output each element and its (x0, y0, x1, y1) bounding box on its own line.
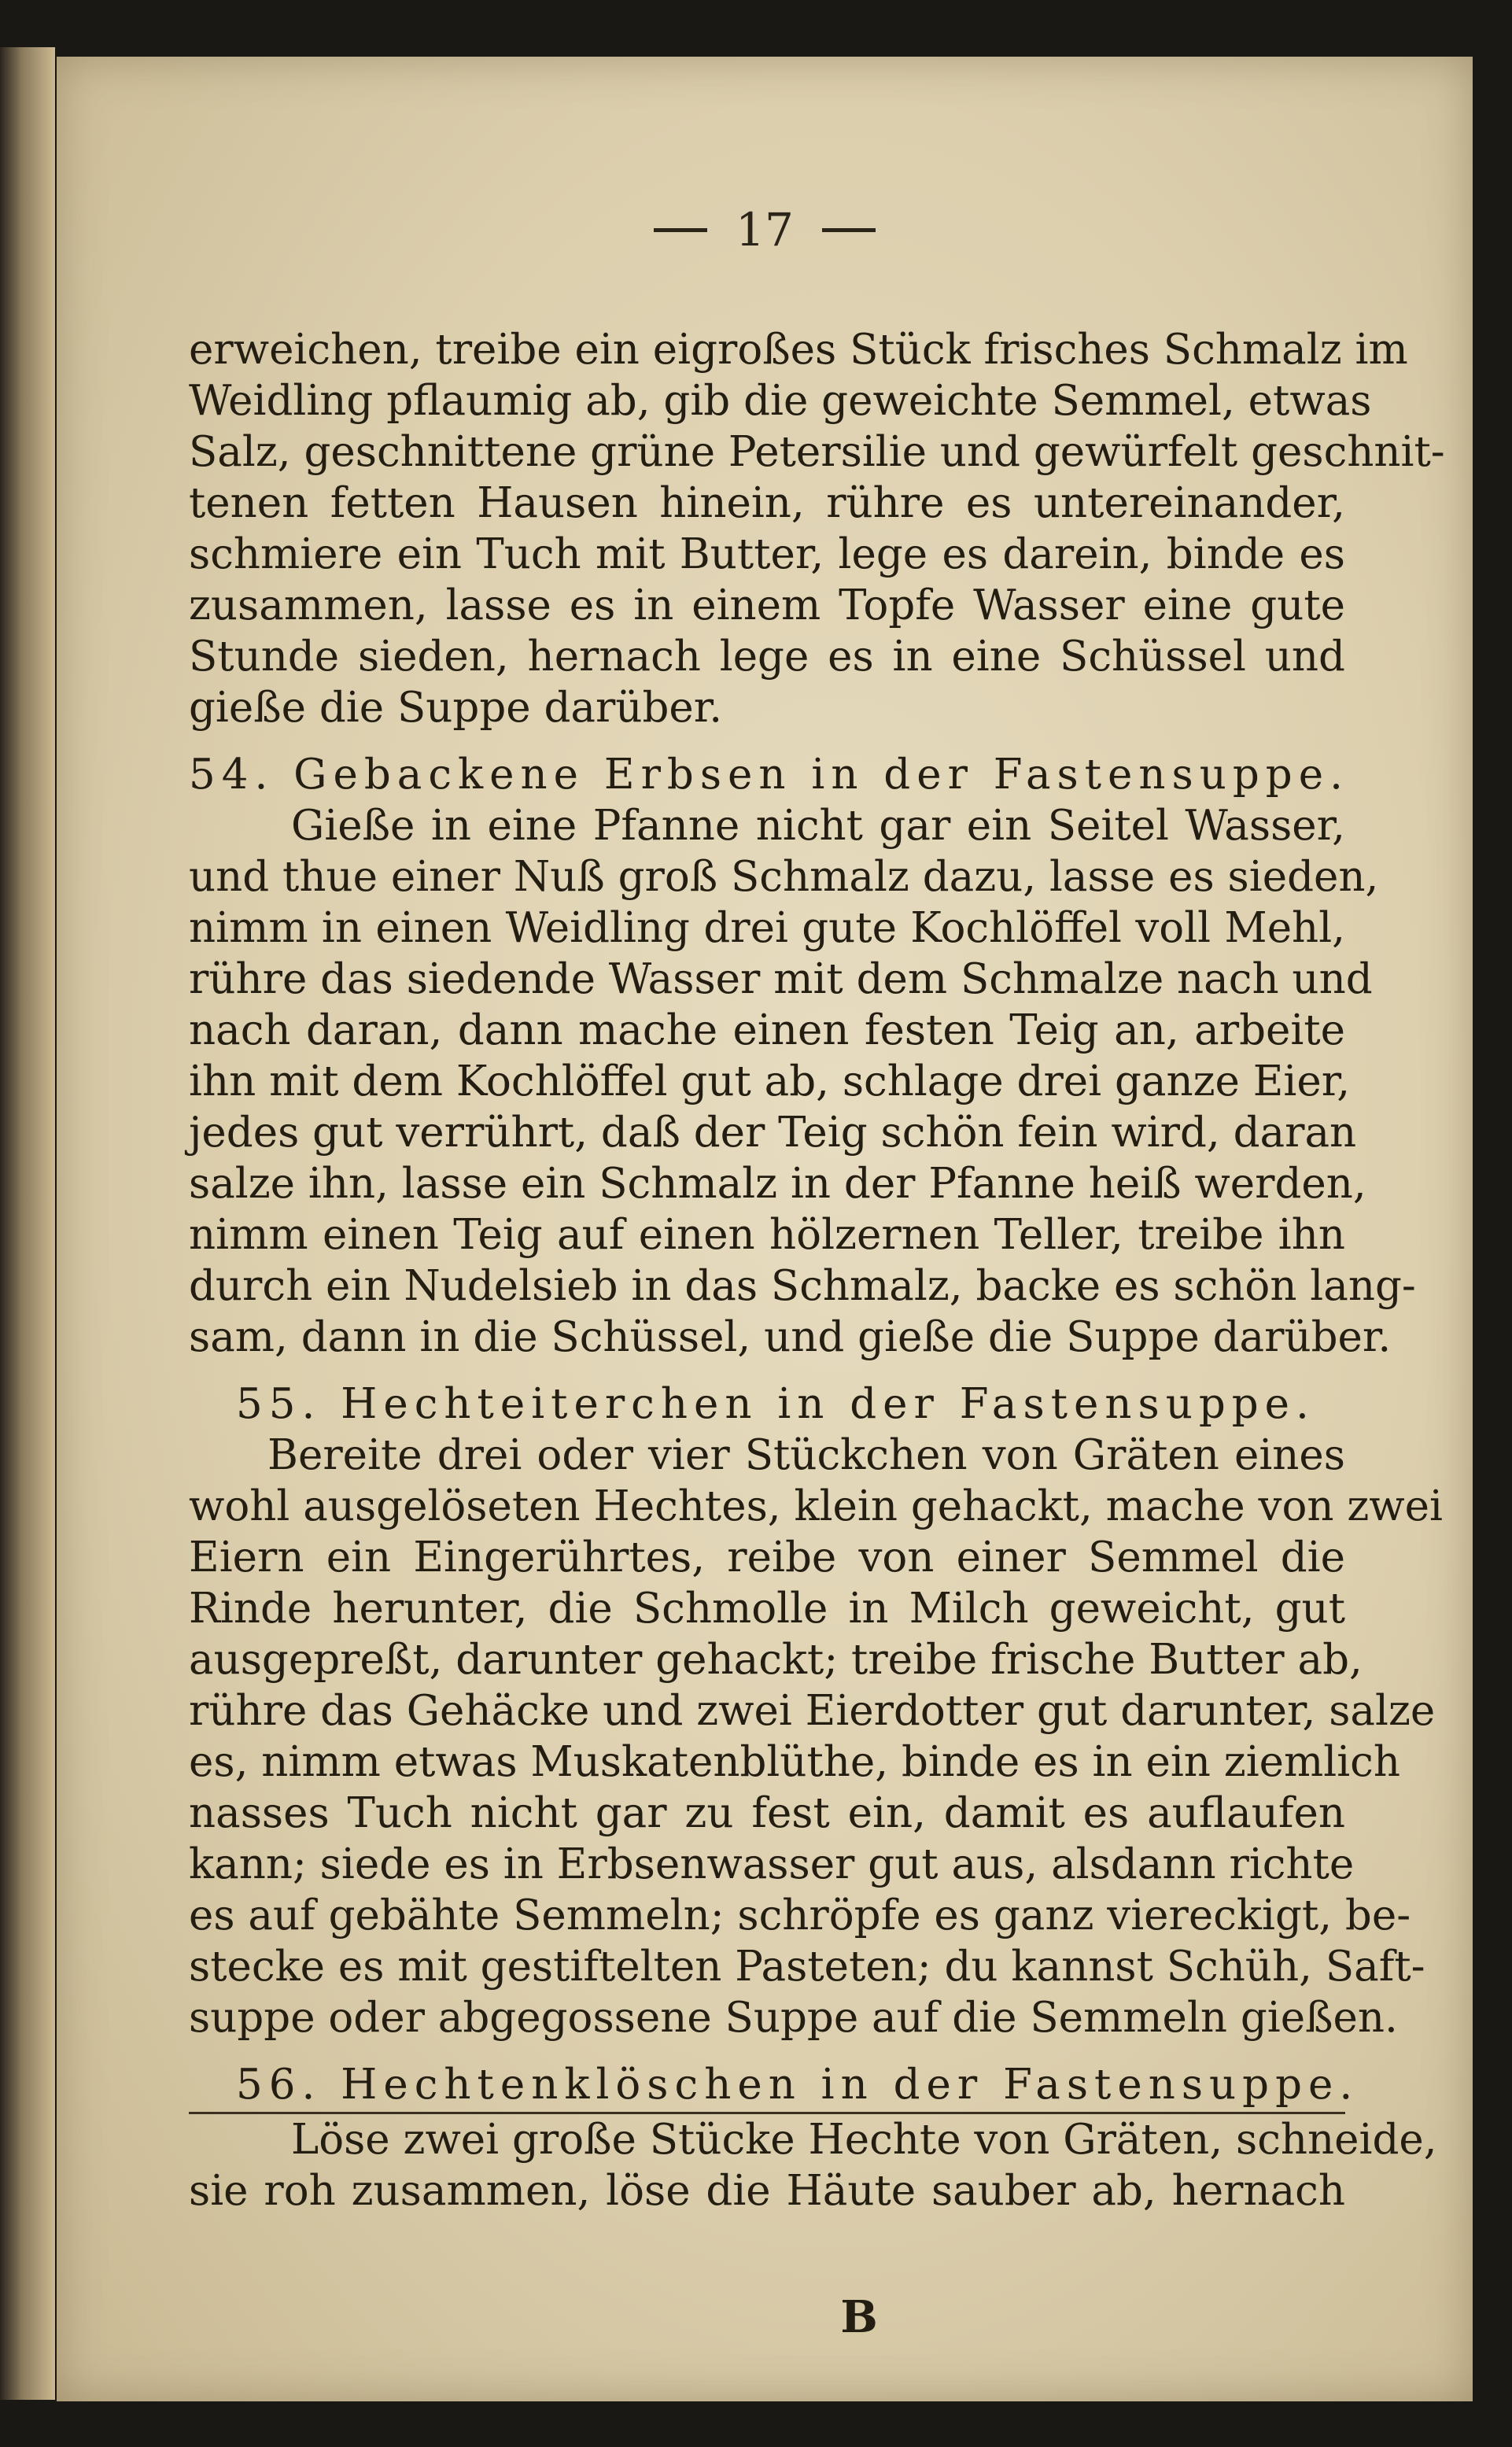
section-heading: 56. Hechtenklöschen in der Fastensuppe. (189, 2059, 1345, 2114)
text-line: sie roh zusammen, löse die Häute sauber ab, hernach (189, 2167, 1345, 2215)
text-line: rühre das siedende Wasser mit dem Schmalze nach und (189, 955, 1373, 1003)
text-line: sam, dann in die Schüssel, und gieße die Suppe darüber. (189, 1313, 1392, 1361)
header-dash-right (822, 228, 876, 232)
text-line: Rinde herunter, die Schmolle in Milch geweicht, gut (189, 1585, 1345, 1633)
section-55 (189, 1379, 1443, 2043)
text-line: Bereite drei oder vier Stückchen von Gräten eines (267, 1431, 1345, 1479)
header-dash-left (654, 228, 707, 232)
text-line: jedes gut verrührt, daß der Teig schön fein wird, daran (189, 1109, 1357, 1157)
text-line: Gieße in eine Pfanne nicht gar ein Seitel Wasser, (291, 802, 1345, 850)
text-line: stecke es mit gestiftelten Pasteten; du kannst Schüh, Saft- (189, 1943, 1425, 1991)
text-line: erweichen, treibe ein eigroßes Stück frisches Schmalz im (189, 326, 1408, 374)
page-body (189, 324, 1445, 2216)
text-line: rühre das Gehäcke und zwei Eierdotter gut darunter, salze (189, 1687, 1436, 1735)
text-line: tenen fetten Hausen hinein, rühre es untereinander, (189, 479, 1345, 527)
page-number: 17 (736, 203, 794, 257)
text-line: durch ein Nudelsieb in das Schmalz, backe es schön lang- (189, 1262, 1416, 1310)
text-line: und thue einer Nuß groß Schmalz dazu, lasse es sieden, (189, 853, 1379, 901)
text-line: ihn mit dem Kochlöffel gut ab, schlage drei ganze Eier, (189, 1057, 1351, 1105)
text-line: gieße die Suppe darüber. (189, 684, 723, 732)
text-line: nimm in einen Weidling drei gute Kochlöffel voll Mehl, (189, 904, 1345, 952)
text-line: salze ihn, lasse ein Schmalz in der Pfanne heiß werden, (189, 1160, 1366, 1208)
book-page (57, 57, 1473, 2401)
text-line: nach daran, dann mache einen festen Teig an, arbeite (189, 1006, 1345, 1054)
text-line: Salz, geschnittene grüne Petersilie und gewürfelt geschnit- (189, 428, 1445, 476)
intro-paragraph (189, 324, 1445, 733)
text-line: suppe oder abgegossene Suppe auf die Semmeln gießen. (189, 1994, 1398, 2042)
section-heading: 54. Gebackene Erbsen in der Fastensuppe. (189, 751, 1349, 799)
text-line: es, nimm etwas Muskatenblüthe, binde es in ein ziemlich (189, 1738, 1401, 1786)
text-line: nasses Tuch nicht gar zu fest ein, damit es auflaufen (189, 1789, 1345, 1837)
text-line: es auf gebähte Semmeln; schröpfe es ganz viereckigt, be- (189, 1892, 1411, 1940)
facing-page-edge (0, 47, 55, 2400)
text-line: kann; siede es in Erbsenwasser gut aus, alsdann richte (189, 1840, 1355, 1888)
text-line: Weidling pflaumig ab, gib die geweichte Semmel, etwas (189, 377, 1372, 425)
section-56 (189, 2059, 1437, 2216)
text-line: Eiern ein Eingerührtes, reibe von einer Semmel die (189, 1534, 1345, 1582)
text-line: schmiere ein Tuch mit Butter, lege es darein, binde es (189, 530, 1345, 578)
text-line: Löse zwei große Stücke Hechte von Gräten, schneide, (291, 2116, 1437, 2164)
signature-mark: B (840, 2291, 878, 2343)
text-line: zusammen, lasse es in einem Topfe Wasser eine gute (189, 581, 1345, 629)
text-line: ausgepreßt, darunter gehackt; treibe frische Butter ab, (189, 1636, 1363, 1684)
text-line: nimm einen Teig auf einen hölzernen Teller, treibe ihn (189, 1211, 1345, 1259)
page-header (57, 190, 1473, 269)
text-line: Stunde sieden, hernach lege es in eine Schüssel und (189, 633, 1345, 681)
section-heading: 55. Hechteiterchen in der Fastensuppe. (236, 1380, 1315, 1428)
text-line: wohl ausgelöseten Hechtes, klein gehackt, mache von zwei (189, 1482, 1443, 1530)
section-54 (189, 749, 1416, 1363)
